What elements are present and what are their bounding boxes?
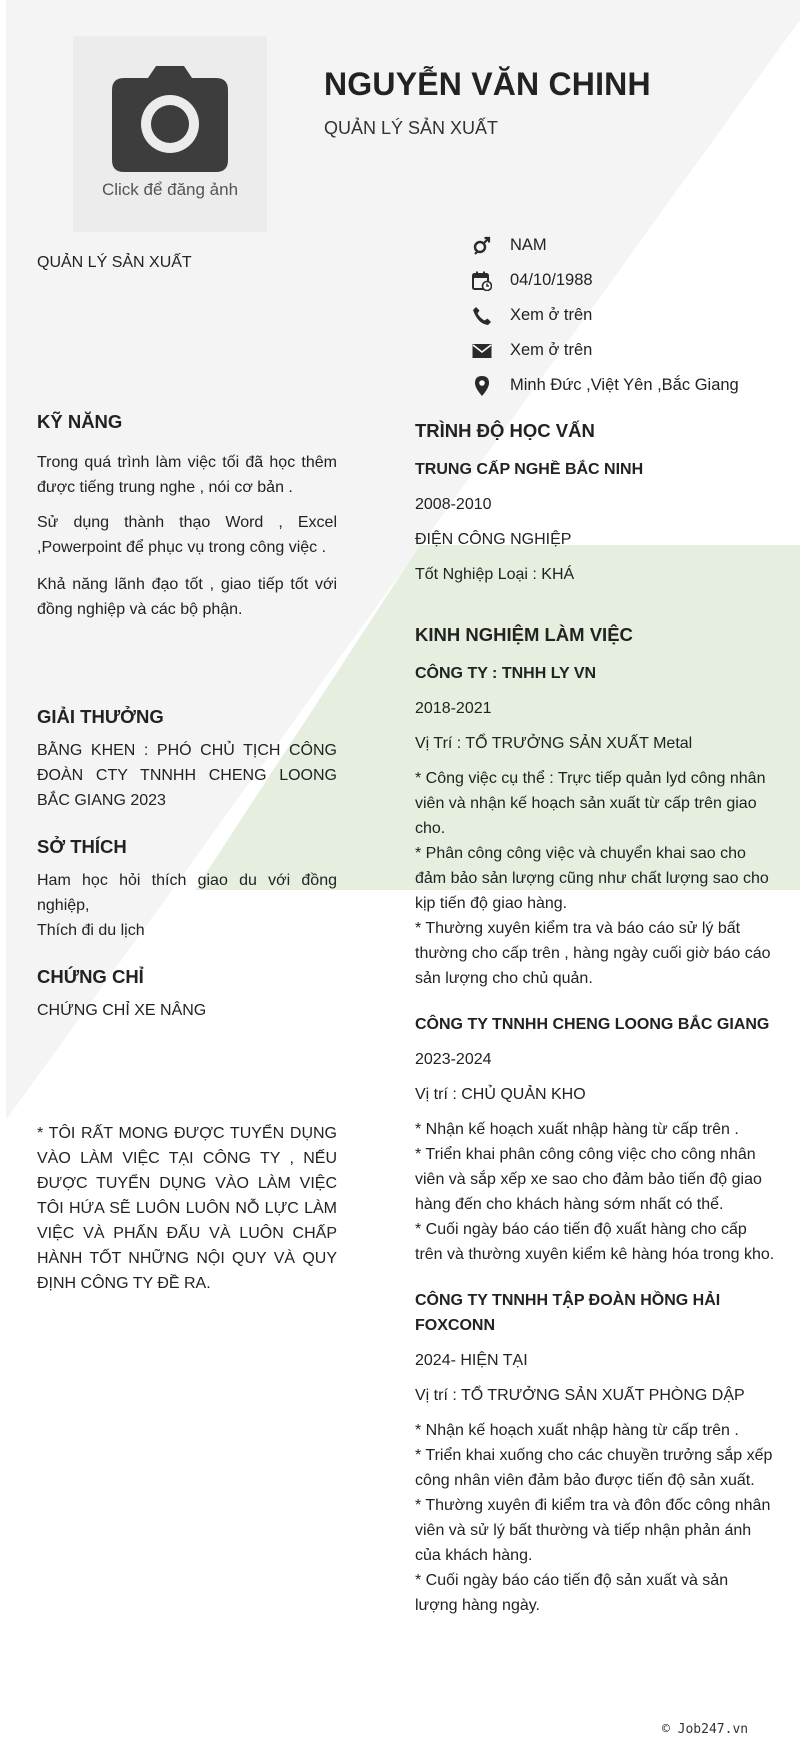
job-detail-item: * Nhận kế hoạch xuất nhập hàng từ cấp trên .: [415, 1121, 739, 1138]
certificates-text: CHỨNG CHỈ XE NÂNG: [37, 1002, 207, 1019]
job-details: [415, 1418, 775, 1618]
email-icon: [470, 339, 494, 363]
commitment-text: * TÔI RẤT MONG ĐƯỢC TUYỂN DỤNG VÀO LÀM VIỆC TẠI CÔNG TY , NẾU ĐƯỢC TUYỂN DỤNG VÀO LÀM VIỆC TÔI HỨA SẼ LUÔN LUÔN NỖ LỰC LÀM VIỆC VÀ PHẤN ĐẤU VÀ LUÔN CHẤP HÀNH TỐT NHỮNG NỘI QUY VÀ QUY ĐỊNH CÔNG TY ĐỀ RA.: [37, 1125, 337, 1292]
job-position: Vị trí : CHỦ QUẢN KHO: [415, 1086, 586, 1103]
candidate-name: NGUYỄN VĂN CHINH: [324, 66, 651, 102]
education-grade: Tốt Nghiệp Loại : KHÁ: [415, 566, 575, 583]
info-gender: [470, 228, 739, 263]
hobby-line: Ham học hỏi thích giao du với đồng nghiệp,: [37, 872, 337, 914]
education-heading: TRÌNH ĐỘ HỌC VẤN: [415, 420, 595, 441]
awards-heading: GIẢI THƯỞNG: [37, 706, 164, 727]
job-detail-item: * Phân công công việc và chuyển khai sao cho đảm bảo sản lượng cũng như chất lượng sao cho kịp tiến độ giao hàng.: [415, 845, 769, 912]
job-company: CÔNG TY TNNHH TẬP ĐOÀN HỒNG HẢI FOXCONN: [415, 1292, 721, 1334]
info-phone-value: Xem ở trên: [510, 306, 593, 324]
experience-section: [415, 624, 775, 1618]
job-details: [415, 1117, 775, 1267]
info-email: [470, 333, 739, 368]
personal-info: [470, 228, 739, 403]
education-section: [415, 420, 775, 586]
job-position: Vị Trí : TỔ TRƯỞNG SẢN XUẤT Metal: [415, 735, 693, 752]
job-position: Vị trí : TỔ TRƯỞNG SẢN XUẤT PHÒNG DẬP: [415, 1387, 745, 1404]
job-detail-item: * Thường xuyên kiểm tra và báo cáo sử lý bất thường cho cấp trên , hàng ngày cuối giờ báo cáo sản lượng cho chủ quản.: [415, 920, 771, 987]
hobby-line: Thích đi du lịch: [37, 922, 145, 939]
job-period: 2023-2024: [415, 1051, 492, 1068]
job-company: CÔNG TY : TNHH LY VN: [415, 665, 597, 682]
awards-text: BẰNG KHEN : PHÓ CHỦ TỊCH CÔNG ĐOÀN CTY TNNHH CHENG LOONG BẮC GIANG 2023: [37, 742, 337, 809]
info-birthdate: [470, 263, 739, 298]
skill-item: Trong quá trình làm việc tối đã học thêm được tiếng trung nghe , nói cơ bản .: [37, 454, 337, 496]
photo-caption: Click để đăng ảnh: [101, 180, 239, 199]
job-entry: [415, 661, 775, 991]
certificates-heading: CHỨNG CHỈ: [37, 966, 144, 987]
info-address: [470, 368, 739, 403]
job-detail-item: * Cuối ngày báo cáo tiến độ xuất hàng cho cấp trên và thường xuyên kiểm kê hàng hóa trong kho.: [415, 1221, 775, 1263]
objective-text: QUẢN LÝ SẢN XUẤT: [37, 254, 192, 271]
job-detail-item: * Công việc cụ thể : Trực tiếp quản lyd công nhân viên và nhận kế hoạch sản xuất từ cấp trên giao cho.: [415, 770, 766, 837]
hobbies-heading: SỞ THÍCH: [37, 836, 127, 857]
job-period: 2024- HIỆN TẠI: [415, 1352, 528, 1369]
job-period: 2018-2021: [415, 700, 492, 717]
camera-icon: [112, 64, 228, 174]
skill-item: Sử dụng thành thạo Word , Excel ,Powerpoint để phục vụ trong công việc .: [37, 514, 337, 556]
job-detail-item: * Triển khai xuống cho các chuyền trưởng sắp xếp công nhân viên đảm bảo được tiến độ sản xuất.: [415, 1447, 773, 1489]
photo-upload-box[interactable]: [73, 36, 267, 232]
skills-section: [37, 450, 337, 622]
job-detail-item: * Triển khai phân công công việc cho công nhân viên và sắp xếp xe sao cho đảm bảo tiến độ giao hàng đến cho khách hàng sớm nhất có thể.: [415, 1146, 762, 1213]
phone-icon: [470, 304, 494, 328]
school-name: TRUNG CẤP NGHỀ BẮC NINH: [415, 461, 644, 478]
info-birthdate-value: 04/10/1988: [510, 271, 593, 289]
location-icon: [470, 374, 494, 398]
job-company: CÔNG TY TNNHH CHENG LOONG BẮC GIANG: [415, 1016, 770, 1033]
education-major: ĐIỆN CÔNG NGHIỆP: [415, 531, 572, 548]
info-email-value: Xem ở trên: [510, 341, 593, 359]
calendar-icon: [470, 269, 494, 293]
hobbies-section: [37, 868, 337, 943]
skills-heading: KỸ NĂNG: [37, 411, 123, 432]
info-address-value: Minh Đức ,Việt Yên ,Bắc Giang: [510, 376, 739, 394]
footer-copyright: © Job247.vn: [662, 1722, 749, 1737]
info-gender-value: NAM: [510, 236, 547, 254]
job-title: QUẢN LÝ SẢN XUẤT: [324, 118, 499, 138]
gender-icon: [470, 234, 494, 258]
experience-heading: KINH NGHIỆM LÀM VIỆC: [415, 624, 633, 645]
skill-item: Khả năng lãnh đạo tốt , giao tiếp tốt với đồng nghiệp và các bộ phận.: [37, 576, 337, 618]
job-detail-item: * Cuối ngày báo cáo tiến độ sản xuất và sản lượng hàng ngày.: [415, 1572, 729, 1614]
job-detail-item: * Nhận kế hoạch xuất nhập hàng từ cấp trên .: [415, 1422, 739, 1439]
job-entry: [415, 1288, 775, 1618]
job-detail-item: * Thường xuyên đi kiểm tra và đôn đốc công nhân viên và sử lý bất thường và tiếp nhận phản ánh của khách hàng.: [415, 1497, 771, 1564]
job-entry: [415, 1012, 775, 1267]
info-phone: [470, 298, 739, 333]
education-period: 2008-2010: [415, 496, 492, 513]
job-details: [415, 766, 775, 991]
